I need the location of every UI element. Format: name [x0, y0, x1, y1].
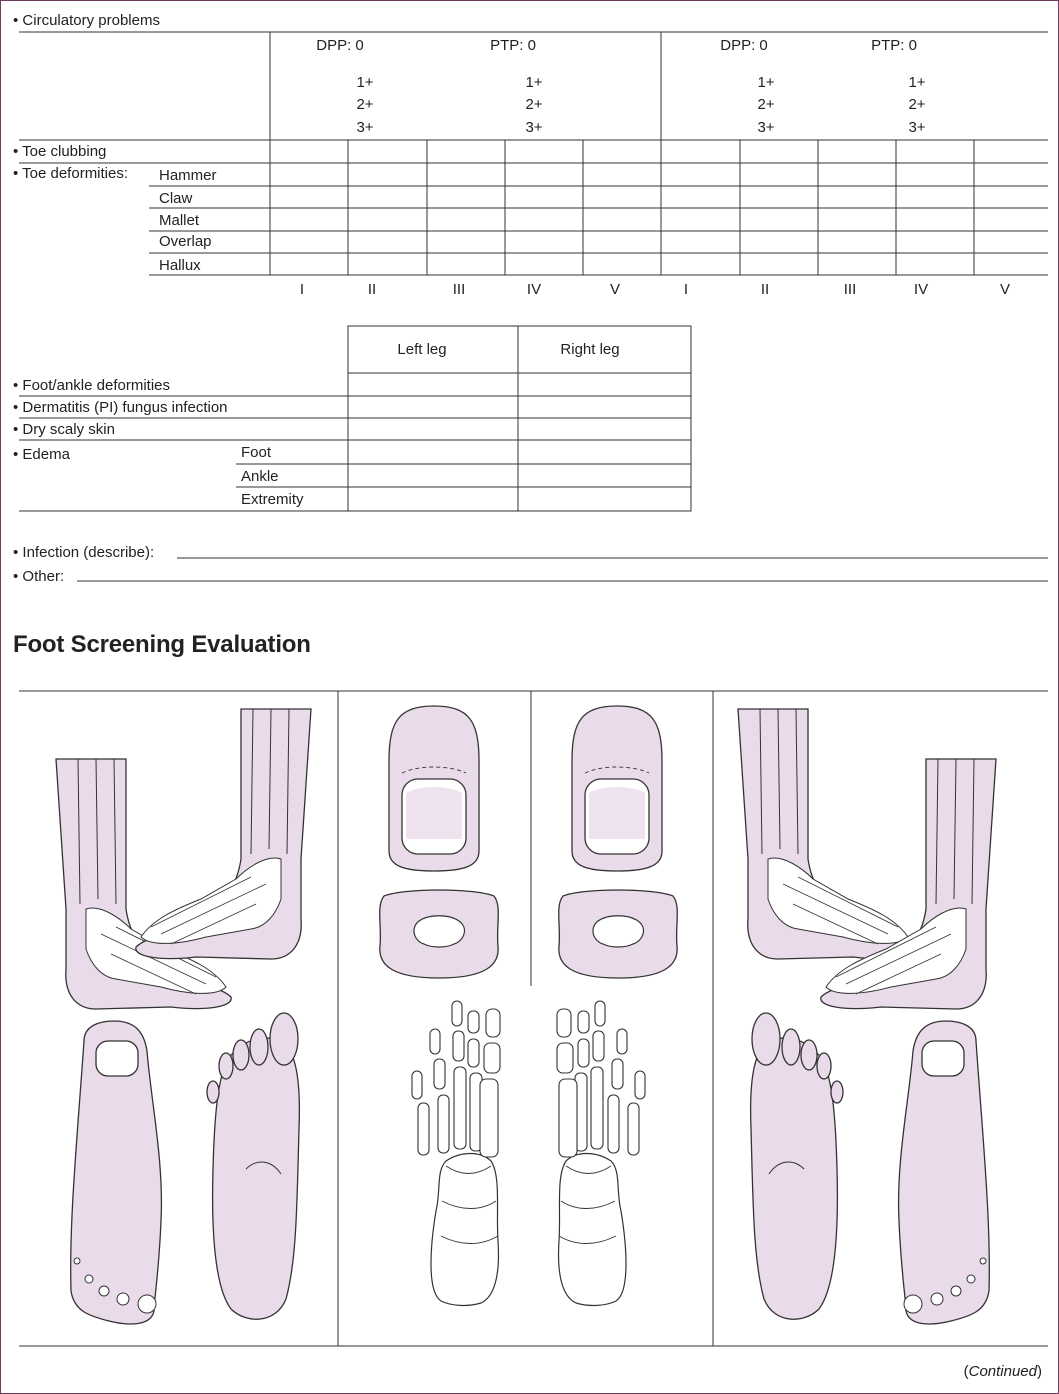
toe-numeral: V — [609, 281, 621, 298]
grade-1: 1+ — [908, 74, 926, 91]
toe-deformities-label: • Toe deformities: — [13, 165, 129, 182]
grade-2: 2+ — [908, 96, 926, 113]
grade-2: 2+ — [356, 96, 374, 113]
dry-scaly-skin-label: • Dry scaly skin — [13, 421, 115, 438]
left-dpp-label: DPP: 0 — [316, 37, 364, 54]
grade-3: 3+ — [908, 119, 926, 136]
circulatory-label: • Circulatory problems — [13, 12, 160, 29]
deformity-overlap: Overlap — [159, 233, 212, 250]
right-dpp-label: DPP: 0 — [720, 37, 768, 54]
grade-1: 1+ — [757, 74, 775, 91]
grade-3: 3+ — [356, 119, 374, 136]
toe-numeral: V — [999, 281, 1011, 298]
edema-extremity: Extremity — [241, 491, 304, 508]
left-leg-header: Left leg — [397, 341, 447, 358]
section-title: Foot Screening Evaluation — [13, 631, 311, 658]
dermatitis-label: • Dermatitis (PI) fungus infection — [13, 399, 228, 416]
toe-numeral: III — [843, 281, 857, 298]
toe-clubbing-label: • Toe clubbing — [13, 143, 107, 160]
grade-3: 3+ — [757, 119, 775, 136]
continued-word: Continued — [968, 1363, 1037, 1380]
right-ptp-label: PTP: 0 — [871, 37, 917, 54]
edema-label: • Edema — [13, 446, 70, 463]
deformity-mallet: Mallet — [159, 212, 200, 229]
edema-foot: Foot — [241, 444, 272, 461]
foot-ankle-deformities-label: • Foot/ankle deformities — [13, 377, 170, 394]
toe-numeral: II — [367, 281, 377, 298]
toe-numeral: I — [683, 281, 689, 298]
grade-1: 1+ — [525, 74, 543, 91]
grade-1: 1+ — [356, 74, 374, 91]
toe-numeral: IV — [913, 281, 929, 298]
edema-ankle: Ankle — [241, 468, 279, 485]
toe-numeral: IV — [526, 281, 542, 298]
infection-label: • Infection (describe): — [13, 544, 155, 561]
other-label: • Other: — [13, 568, 65, 585]
grade-2: 2+ — [757, 96, 775, 113]
grade-3: 3+ — [525, 119, 543, 136]
right-leg-header: Right leg — [560, 341, 620, 358]
deformity-hammer: Hammer — [159, 167, 217, 184]
foot-illustrations — [1, 1, 1058, 1393]
continued-note: (Continued) — [963, 1363, 1042, 1380]
deformity-claw: Claw — [159, 190, 193, 207]
left-ptp-label: PTP: 0 — [490, 37, 536, 54]
toe-numeral: III — [452, 281, 466, 298]
toe-numeral: I — [299, 281, 305, 298]
grade-2: 2+ — [525, 96, 543, 113]
deformity-hallux: Hallux — [159, 257, 201, 274]
toe-numeral: II — [760, 281, 770, 298]
